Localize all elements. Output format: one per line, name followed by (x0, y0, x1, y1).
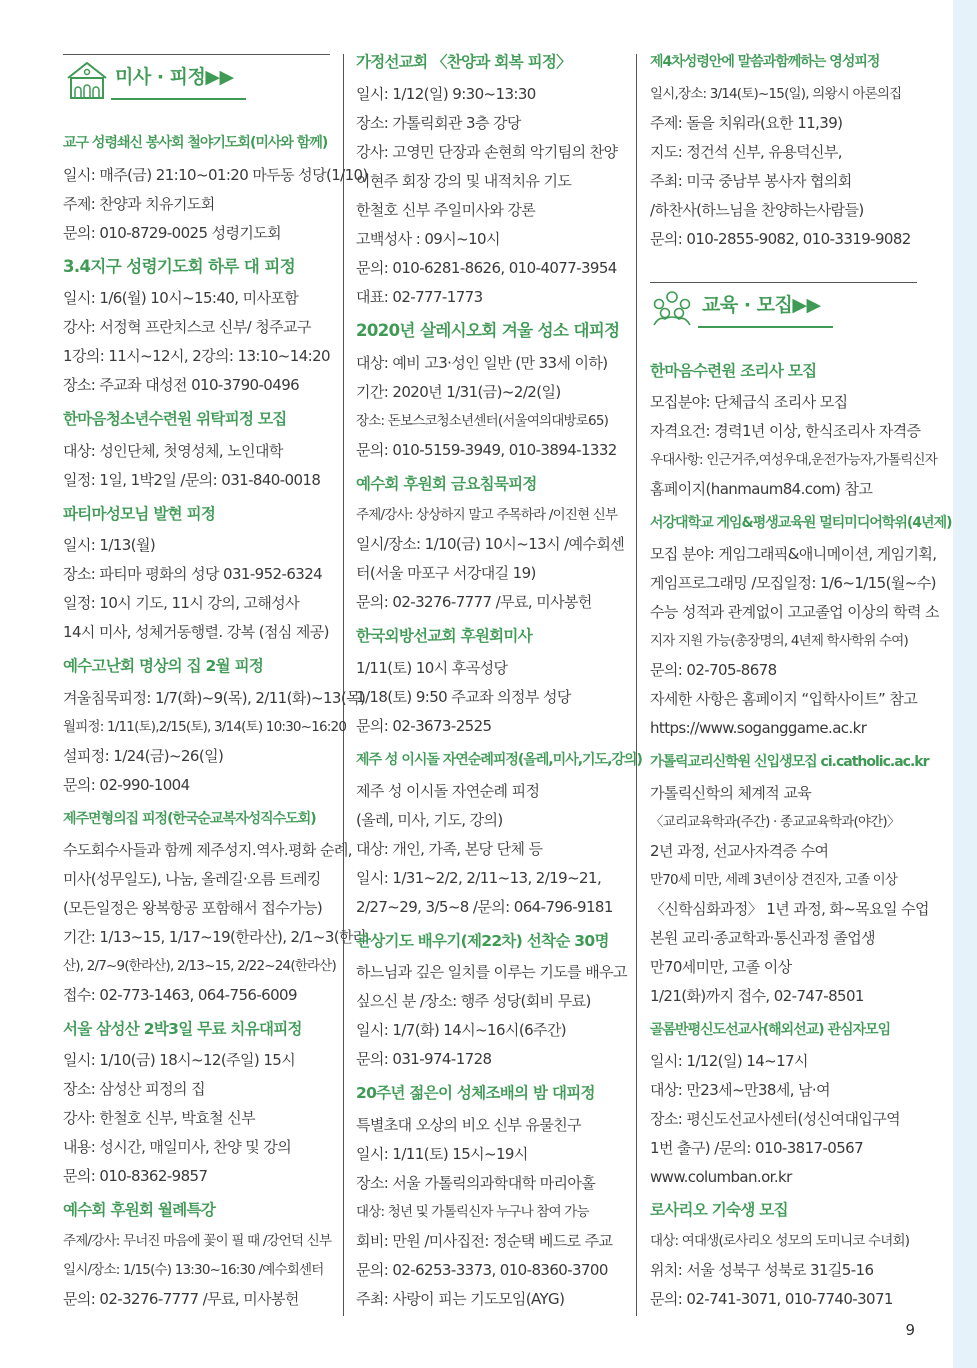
event-line: 지자 지원 가능(총장명의, 4년제 학사학위 수여) (650, 633, 909, 649)
section-top-rule (650, 282, 917, 283)
event-line: 문의: 031-974-1728 (356, 1050, 492, 1068)
event-title: 서강대학교 게임&평생교육원 멀티미디어학위(4년제) (650, 515, 952, 531)
event-line: 문의: 02-3673-2525 (356, 717, 492, 735)
event-title: 예수회 후원회 월례특강 (63, 1201, 216, 1219)
event-title: 한마음수련원 조리사 모집 (650, 362, 817, 380)
event-line: 주제: 돌을 치워라(요한 11,39) (650, 114, 843, 132)
event-line: 접수: 02-773-1463, 064-756-6009 (63, 986, 297, 1004)
people-group-icon (650, 288, 694, 332)
event-title: 예수회 후원회 금요침묵피정 (356, 475, 537, 493)
event-line: 장소: 파티마 평화의 성당 031-952-6324 (63, 565, 323, 583)
event-line: 문의: 02-990-1004 (63, 776, 190, 794)
event-line: /하찬사(하느님을 찬양하는사람들) (650, 201, 864, 219)
event-line: 하느님과 깊은 일치를 이루는 기도를 배우고 (356, 963, 627, 981)
event-line: 일시: 1/10(금) 18시~12(주일) 15시 (63, 1051, 296, 1069)
event-line: 고백성사 : 09시~10시 (356, 230, 500, 248)
event-line: 1/11(토) 10시 후곡성당 (356, 659, 508, 677)
event-line: 회비: 만원 /미사집전: 정순택 베드로 주교 (356, 1232, 613, 1250)
event-line: 대표: 02-777-1773 (356, 288, 483, 306)
event-line: 대상: 성인단체, 첫영성체, 노인대학 (63, 442, 283, 460)
event-line: 겨울침묵피정: 1/7(화)~9(목), 2/11(화)~13(목) (63, 689, 366, 707)
event-title: 3.4지구 성령기도회 하루 대 피정 (63, 257, 296, 276)
event-line: 일시: 1/12(일) 14~17시 (650, 1052, 808, 1070)
event-line: 강사: 서정혁 프란치스코 신부/ 청주교구 (63, 318, 311, 336)
event-line: 강사: 고영민 단장과 손현희 악기팀의 찬양 (356, 143, 618, 161)
event-line: 일시,장소: 3/14(토)~15(일), 의왕시 아론의집 (650, 86, 902, 102)
event-line: 주최: 미국 중남부 봉사자 협의회 (650, 172, 852, 190)
event-line: 주제/강사: 상상하지 말고 주목하라 /이진현 신부 (356, 507, 618, 523)
event-line: 장소: 주교좌 대성전 010-3790-0496 (63, 376, 300, 394)
event-line: 강사: 한철호 신부, 박효철 신부 (63, 1109, 255, 1127)
column-divider (343, 54, 344, 1316)
event-line: 싶으신 분 /장소: 행주 성당(회비 무료) (356, 992, 591, 1010)
event-line: 대상: 청년 및 가톨릭신자 누구나 참여 가능 (356, 1204, 589, 1220)
church-icon (65, 60, 109, 106)
event-line: 장소: 서울 가톨릭의과학대학 마리아홀 (356, 1174, 596, 1192)
event-title: 로사리오 기숙생 모집 (650, 1201, 788, 1219)
event-line: 2/27~29, 3/5~8 /문의: 064-796-9181 (356, 898, 613, 916)
event-line: 일시: 1/13(월) (63, 536, 156, 554)
event-line: 자격요건: 경력1년 이상, 한식조리사 자격증 (650, 422, 921, 440)
event-line: 터(서울 마포구 서강대길 19) (356, 564, 536, 582)
event-line: 자세한 사항은 홈페이지 “입학사이트” 참고 (650, 690, 918, 708)
event-line: 일시: 1/6(월) 10시~15:40, 미사포함 (63, 289, 299, 307)
event-line: 일시: 1/7(화) 14시~16시(6주간) (356, 1021, 567, 1039)
event-line: 주제/강사: 무너진 마음에 꽃이 필 때 /강언덕 신부 (63, 1233, 332, 1249)
event-line: 대상: 개인, 가족, 본당 단체 등 (356, 840, 543, 858)
event-title: 서울 삼성산 2박3일 무료 치유대피정 (63, 1020, 302, 1038)
event-line: 내용: 성시간, 매일미사, 찬양 및 강의 (63, 1138, 292, 1156)
event-line: 일정: 10시 기도, 11시 강의, 고해성사 (63, 594, 300, 612)
event-title: 파티마성모님 발현 피정 (63, 505, 216, 523)
event-line: 1/21(화)까지 접수, 02-747-8501 (650, 987, 864, 1005)
event-line: 1번 출구) /문의: 010-3817-0567 (650, 1139, 864, 1157)
event-line: 장소: 돈보스코청소년센터(서울여의대방로65) (356, 413, 609, 429)
event-line: 14시 미사, 성체거동행렬. 강복 (점심 제공) (63, 623, 329, 641)
event-line: 이현주 회장 강의 및 내적치유 기도 (356, 172, 572, 190)
event-title: 2020년 살레시오회 겨울 성소 대피정 (356, 321, 620, 340)
event-title: 가톨릭교리신학원 신입생모집 ci.catholic.ac.kr (650, 754, 929, 770)
event-line: 일시: 1/12(일) 9:30~13:30 (356, 85, 536, 103)
event-line: 우대사항: 인근거주,여성우대,운전가능자,가톨릭신자 (650, 452, 938, 468)
section-title-education: 교육 · 모집▶▶ (702, 294, 821, 316)
event-line: 대상: 만23세~만38세, 남·여 (650, 1081, 830, 1099)
event-line: 한철호 신부 주일미사와 강론 (356, 201, 536, 219)
event-line: 1/18(토) 9:50 주교좌 의정부 성당 (356, 688, 571, 706)
event-line: 문의: 010-8729-0025 성령기도회 (63, 224, 282, 242)
event-line: 일시/장소: 1/10(금) 10시~13시 /예수회센 (356, 535, 625, 553)
event-line: 문의: 010-8362-9857 (63, 1167, 208, 1185)
event-line: 일정: 1일, 1박2일 /문의: 031-840-0018 (63, 471, 321, 489)
event-line: 문의: 02-3276-7777 /무료, 미사봉헌 (356, 593, 592, 611)
event-line: 제주 성 이시돌 자연순례 피정 (356, 782, 540, 800)
page-number: 9 (905, 1321, 915, 1339)
event-line: 수능 성적과 관계없이 고교졸업 이상의 학력 소 (650, 603, 939, 621)
event-line: 장소: 평신도선교사센터(성신여대입구역 (650, 1110, 901, 1128)
event-line: 본원 교리·종교학과·통신과정 졸업생 (650, 929, 876, 947)
event-line: 수도회수사들과 함께 제주성지.역사.평화 순례, (63, 841, 352, 859)
event-line: https://www.soganggame.ac.kr (650, 719, 867, 737)
event-line: 게임프로그래밍 /모집일정: 1/6~1/15(월~수) (650, 574, 936, 592)
event-line: www.columban.or.kr (650, 1168, 792, 1186)
event-line: 주제: 찬양과 치유기도회 (63, 195, 215, 213)
event-line: 문의: 010-5159-3949, 010-3894-1332 (356, 441, 617, 459)
event-line: 모집 분야: 게임그래픽&애니메이션, 게임기획, (650, 545, 937, 563)
event-line: 〈신학심화과정〉 1년 과정, 화~목요일 수업 (650, 900, 929, 918)
event-title: 20주년 젊은이 성체조배의 밤 대피정 (356, 1084, 595, 1102)
event-line: 산), 2/7~9(한라산), 2/13~15, 2/22~24(한라산) (63, 958, 337, 974)
event-line: 일시: 1/31~2/2, 2/11~13, 2/19~21, (356, 869, 602, 887)
event-line: 문의: 010-6281-8626, 010-4077-3954 (356, 259, 617, 277)
event-line: 기간: 1/13~15, 1/17~19(한라산), 2/1~3(한라 (63, 928, 367, 946)
event-line: (모든일정은 왕복항공 포함해서 접수가능) (63, 899, 323, 917)
event-line: 설피정: 1/24(금)~26(일) (63, 747, 224, 765)
event-line: (올레, 미사, 기도, 강의) (356, 811, 503, 829)
event-line: 대상: 여대생(로사리오 성모의 도미니코 수녀회) (650, 1233, 910, 1249)
section-title-underline (111, 98, 246, 100)
event-line: 기간: 2020년 1/31(금)~2/2(일) (356, 383, 561, 401)
event-line: 일시: 매주(금) 21:10~01:20 마두동 성당(1/10) (63, 166, 368, 184)
event-title: 제4차성령안에 말씀과함께하는 영성피정 (650, 54, 880, 70)
section-title-mass: 미사 · 피정▶▶ (115, 66, 234, 88)
event-title: 제주 성 이시돌 자연순례피정(올레,미사,기도,강의) (356, 752, 642, 768)
event-line: 모집분야: 단체급식 조리사 모집 (650, 393, 848, 411)
event-line: 장소: 삼성산 피정의 집 (63, 1080, 205, 1098)
event-line: 홈페이지(hanmaum84.com) 참고 (650, 480, 873, 498)
event-line: 일시/장소: 1/15(수) 13:30~16:30 /예수회센터 (63, 1262, 324, 1278)
event-line: 1강의: 11시~12시, 2강의: 13:10~14:20 (63, 347, 330, 365)
event-title: 교구 성령쇄신 봉사회 철야기도회(미사와 함께) (63, 135, 328, 151)
event-line: 문의: 02-6253-3373, 010-8360-3700 (356, 1261, 608, 1279)
event-line: 만70세 미만, 세례 3년이상 견진자, 고졸 이상 (650, 872, 898, 888)
section-top-rule (63, 54, 330, 55)
event-title: 가정선교회 〈찬양과 회복 피정〉 (356, 53, 571, 71)
event-line: 위치: 서울 성북구 성북로 31길5-16 (650, 1261, 874, 1279)
event-line: 특별초대 오상의 비오 신부 유물친구 (356, 1116, 582, 1134)
event-line: 월피정: 1/11(토),2/15(토), 3/14(토) 10:30~16:20 (63, 719, 347, 735)
section-title-underline (698, 326, 833, 328)
event-line: 문의: 02-3276-7777 /무료, 미사봉헌 (63, 1290, 299, 1308)
event-line: 대상: 예비 고3·성인 일반 (만 33세 이하) (356, 354, 608, 372)
event-line: 가톨릭신학의 체계적 교육 (650, 784, 812, 802)
event-line: 주최: 사랑이 피는 기도모임(AYG) (356, 1290, 565, 1308)
event-line: 2년 과정, 선교사자격증 수여 (650, 842, 829, 860)
event-line: 문의: 02-705-8678 (650, 661, 777, 679)
event-line: 문의: 02-741-3071, 010-7740-3071 (650, 1290, 893, 1308)
page-edge-strip (953, 0, 977, 1368)
event-title: 한마음청소년수련원 위탁피정 모집 (63, 410, 287, 428)
event-title: 골롬반평신도선교사(해외선교) 관심자모임 (650, 1022, 891, 1038)
event-line: 장소: 가톨릭회관 3층 강당 (356, 114, 521, 132)
event-line: 문의: 010-2855-9082, 010-3319-9082 (650, 230, 911, 248)
event-title: 제주면형의집 피정(한국순교복자성직수도회) (63, 811, 316, 827)
column-divider (636, 54, 637, 1316)
event-line: 〈교리교육학과(주간) · 종교교육학과(야간)〉 (650, 814, 900, 830)
event-line: 지도: 정건석 신부, 유용덕신부, (650, 143, 842, 161)
event-title: 관상기도 배우기(제22차) 선착순 30명 (356, 932, 609, 950)
event-line: 일시: 1/11(토) 15시~19시 (356, 1145, 528, 1163)
event-title: 한국외방선교회 후원회미사 (356, 627, 532, 645)
event-title: 예수고난회 명상의 집 2월 피정 (63, 657, 264, 675)
event-line: 만70세미만, 고졸 이상 (650, 958, 792, 976)
event-line: 미사(성무일도), 나눔, 올레길·오름 트레킹 (63, 870, 321, 888)
